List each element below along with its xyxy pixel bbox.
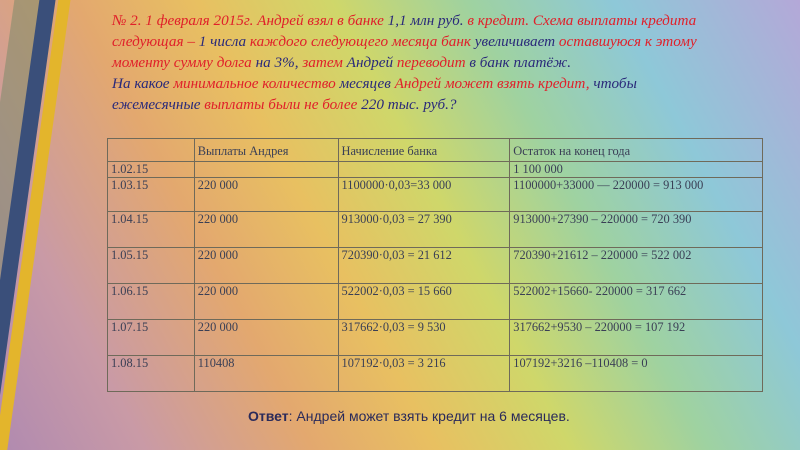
problem-text: на 3%,: [251, 54, 299, 71]
question-text: месяцев: [335, 75, 395, 92]
question-text: минимальное количество: [173, 75, 336, 92]
problem-text: переводит: [393, 54, 470, 71]
problem-text: каждого следующего месяца банк: [246, 33, 475, 50]
cell-balance: 720390+21612 – 220000 = 522 002: [510, 248, 763, 284]
table-row: [108, 248, 763, 284]
answer-label: Ответ: [248, 408, 289, 424]
table-row: [108, 162, 763, 178]
problem-text: в банк платёж.: [469, 54, 572, 71]
cell-date: 1.07.15: [108, 320, 195, 356]
problem-text: оставшуюся к этому: [555, 33, 697, 50]
problem-text: увеличивает: [474, 33, 556, 50]
cell-balance: 1 100 000: [510, 162, 763, 178]
cell-payment: 220 000: [194, 284, 338, 320]
cell-balance: 107192+3216 –110408 = 0: [510, 356, 763, 392]
table-row: [108, 320, 763, 356]
problem-line: [112, 10, 792, 31]
cell-balance: 1100000+33000 — 220000 = 913 000: [510, 178, 763, 212]
cell-interest: 317662·0,03 = 9 530: [338, 320, 510, 356]
cell-balance: 522002+15660- 220000 = 317 662: [510, 284, 763, 320]
table-row: [108, 356, 763, 392]
payment-schedule-table: [107, 138, 763, 392]
table-row: [108, 284, 763, 320]
cell-payment: 110408: [194, 356, 338, 392]
problem-text: в кредит. Схема выплаты кредита: [467, 12, 697, 29]
cell-date: 1.08.15: [108, 356, 195, 392]
problem-text: 1,1 млн руб.: [383, 12, 468, 29]
question-text: Андрей может взять кредит,: [394, 75, 590, 92]
question-text: ежемесячные: [112, 96, 205, 113]
question-text: На какое: [112, 75, 174, 92]
question-text: 220 тыс. руб.?: [357, 96, 457, 113]
cell-date: 1.06.15: [108, 284, 195, 320]
question-text: выплаты были не более: [204, 96, 358, 113]
table-header-row: [108, 139, 763, 162]
cell-interest: [338, 162, 510, 178]
answer-line: [248, 408, 570, 424]
header-balance: Остаток на конец года: [510, 139, 763, 162]
cell-payment: 220 000: [194, 178, 338, 212]
header-interest: Начисление банка: [338, 139, 510, 162]
header-date: [108, 139, 195, 162]
problem-statement: [112, 10, 792, 115]
cell-payment: 220 000: [194, 248, 338, 284]
problem-line: [112, 52, 792, 73]
header-payments: Выплаты Андрея: [194, 139, 338, 162]
cell-interest: 522002·0,03 = 15 660: [338, 284, 510, 320]
cell-payment: [194, 162, 338, 178]
problem-text: моменту сумму долга: [112, 54, 252, 71]
cell-interest: 720390·0,03 = 21 612: [338, 248, 510, 284]
cell-interest: 1100000·0,03=33 000: [338, 178, 510, 212]
question-line: [112, 73, 792, 94]
cell-date: 1.03.15: [108, 178, 195, 212]
question-text: чтобы: [589, 75, 637, 92]
table-row: [108, 212, 763, 248]
cell-date: 1.05.15: [108, 248, 195, 284]
question-line: [112, 94, 792, 115]
cell-date: 1.04.15: [108, 212, 195, 248]
cell-payment: 220 000: [194, 320, 338, 356]
cell-date: 1.02.15: [108, 162, 195, 178]
problem-text: № 2. 1 февраля 2015г. Андрей взял в банке: [112, 12, 384, 29]
table-row: [108, 178, 763, 212]
problem-line: [112, 31, 792, 52]
cell-interest: 107192·0,03 = 3 216: [338, 356, 510, 392]
cell-balance: 913000+27390 – 220000 = 720 390: [510, 212, 763, 248]
problem-text: затем: [298, 54, 347, 71]
cell-balance: 317662+9530 – 220000 = 107 192: [510, 320, 763, 356]
cell-payment: 220 000: [194, 212, 338, 248]
problem-text: Андрей: [346, 54, 394, 71]
problem-text: 1 числа: [198, 33, 247, 50]
problem-text: следующая –: [112, 33, 199, 50]
answer-text: : Андрей может взять кредит на 6 месяцев.: [288, 408, 570, 424]
cell-interest: 913000·0,03 = 27 390: [338, 212, 510, 248]
